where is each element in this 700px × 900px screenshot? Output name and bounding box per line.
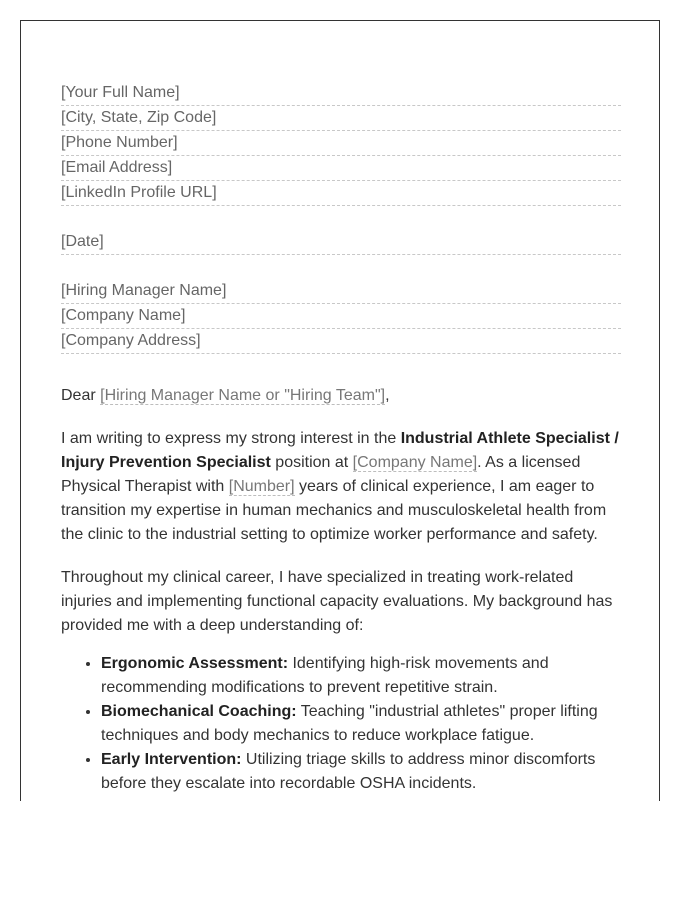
hiring-manager-field[interactable]: [Hiring Manager Name] [61,279,621,304]
bullet-text: Identifying high-risk movements and recommending modifications to prevent repetitive strain. [101,655,549,696]
salutation-prefix: Dear [61,387,101,404]
bullet-title: Early Intervention: [101,751,242,768]
years-placeholder[interactable]: [Number] [228,478,295,495]
company-address-field[interactable]: [Company Address] [61,329,621,354]
role-title: Industrial Athlete Specialist / Injury Prevention Specialist [61,430,619,471]
intro-paragraph [61,427,621,547]
bullet-title: Biomechanical Coaching: [101,703,297,720]
company-placeholder[interactable]: [Company Name] [352,454,478,471]
background-paragraph: Throughout my clinical career, I have specialized in treating work-related injuries and implementing functional capacity evaluations. My background has provided me with a deep understanding of: [61,569,613,634]
full-name-field[interactable]: [Your Full Name] [61,81,621,106]
sender-info [61,81,621,206]
expertise-list [61,652,621,796]
letter-page [20,20,660,801]
intro-text-d: years of clinical experience, I am eager to transition my expertise in human mechanics and musculoskeletal health from the clinic to the industrial setting to optimize worker performance and safety. [61,478,607,543]
bullet-text: Teaching "industrial athletes" proper lifting techniques and body mechanics to reduce workplace fatigue. [101,703,598,744]
intro-text-b: position at [270,454,353,471]
date-field[interactable]: [Date] [61,230,621,255]
intro-text-c: . As a licensed Physical Therapist with [61,454,581,495]
recipient-info [61,279,621,354]
company-name-field[interactable]: [Company Name] [61,304,621,329]
bullet-title: Ergonomic Assessment: [101,655,289,672]
date-block [61,230,621,255]
bullet-text: Utilizing triage skills to address minor discomforts before they escalate into recordable OSHA incidents. [101,751,596,792]
city-state-zip-field[interactable]: [City, State, Zip Code] [61,106,621,131]
linkedin-field[interactable]: [LinkedIn Profile URL] [61,181,621,206]
email-field[interactable]: [Email Address] [61,156,621,181]
salutation [61,384,621,408]
list-item [101,700,621,748]
list-item [101,652,621,700]
letter-content [61,81,621,796]
phone-field[interactable]: [Phone Number] [61,131,621,156]
salutation-placeholder[interactable]: [Hiring Manager Name or "Hiring Team"] [100,387,386,404]
salutation-suffix: , [385,387,390,404]
intro-text-a: I am writing to express my strong interest in the [61,430,401,447]
list-item [101,748,621,796]
